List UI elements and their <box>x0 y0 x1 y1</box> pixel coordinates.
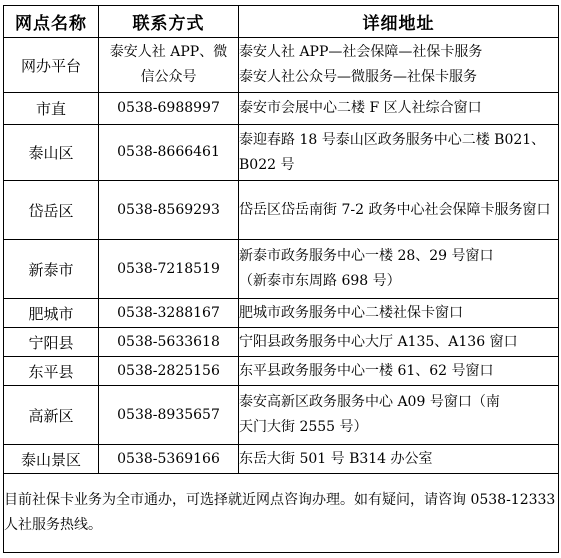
table-row <box>4 38 559 93</box>
outlet-address <box>239 38 559 93</box>
address-line: （新泰市东周路 698 号） <box>239 273 401 289</box>
outlet-address: 岱岳区岱岳南街 7-2 政务中心社会保障卡服务窗口 <box>239 181 559 240</box>
address-line: 泰安人社 APP—社会保障—社保卡服务 <box>239 44 483 60</box>
outlet-name: 高新区 <box>4 386 99 445</box>
table-row <box>4 93 559 125</box>
table-row <box>4 357 559 386</box>
outlet-contact: 0538-3288167 <box>99 299 239 328</box>
table-row <box>4 125 559 181</box>
outlet-name: 市直 <box>4 93 99 125</box>
address-line: 泰安高新区政务服务中心 A09 号窗口（南 <box>239 394 500 410</box>
header-outlet-name: 网点名称 <box>4 6 99 38</box>
service-outlet-table <box>3 5 559 553</box>
outlet-address: 宁阳县政务服务中心大厅 A135、A136 窗口 <box>239 328 559 357</box>
table-header-row <box>4 6 559 38</box>
table-row <box>4 445 559 474</box>
outlet-name: 宁阳县 <box>4 328 99 357</box>
address-line: 泰安人社公众号—微服务—社保卡服务 <box>239 69 477 85</box>
table-row <box>4 386 559 445</box>
contact-line: 信公众号 <box>140 69 197 85</box>
table-row <box>4 328 559 357</box>
outlet-contact: 0538-8666461 <box>99 125 239 181</box>
contact-line: 泰安人社 APP、微 <box>109 44 228 60</box>
outlet-name: 网办平台 <box>4 38 99 93</box>
outlet-address: 东岳大街 501 号 B314 办公室 <box>239 445 559 474</box>
address-line: 天门大街 2555 号） <box>239 419 368 435</box>
outlet-name: 泰山区 <box>4 125 99 181</box>
outlet-address <box>239 386 559 445</box>
outlet-contact: 0538-5369166 <box>99 445 239 474</box>
outlet-name: 肥城市 <box>4 299 99 328</box>
note-row <box>4 474 559 553</box>
outlet-address <box>239 240 559 299</box>
outlet-contact: 0538-7218519 <box>99 240 239 299</box>
outlet-address: 东平县政务服务中心一楼 61、62 号窗口 <box>239 357 559 386</box>
outlet-name: 新泰市 <box>4 240 99 299</box>
outlet-name: 东平县 <box>4 357 99 386</box>
outlet-name: 岱岳区 <box>4 181 99 240</box>
outlet-contact: 0538-2825156 <box>99 357 239 386</box>
table-row <box>4 299 559 328</box>
outlet-name: 泰山景区 <box>4 445 99 474</box>
address-line: 新泰市政务服务中心一楼 28、29 号窗口 <box>239 248 494 264</box>
outlet-address: 泰安市会展中心二楼 F 区人社综合窗口 <box>239 93 559 125</box>
outlet-address: 肥城市政务服务中心二楼社保卡窗口 <box>239 299 559 328</box>
header-contact: 联系方式 <box>99 6 239 38</box>
table-row <box>4 240 559 299</box>
table-row <box>4 181 559 240</box>
outlet-contact: 0538-5633618 <box>99 328 239 357</box>
outlet-contact <box>99 38 239 93</box>
service-note: 目前社保卡业务为全市通办，可选择就近网点咨询办理。如有疑问，请咨询 0538-12333 人社服务热线。 <box>4 474 559 553</box>
outlet-address: 泰迎春路 18 号泰山区政务服务中心二楼 B021、B022 号 <box>239 125 559 181</box>
outlet-contact: 0538-8935657 <box>99 386 239 445</box>
outlet-contact: 0538-8569293 <box>99 181 239 240</box>
outlet-contact: 0538-6988997 <box>99 93 239 125</box>
header-address: 详细地址 <box>239 6 559 38</box>
